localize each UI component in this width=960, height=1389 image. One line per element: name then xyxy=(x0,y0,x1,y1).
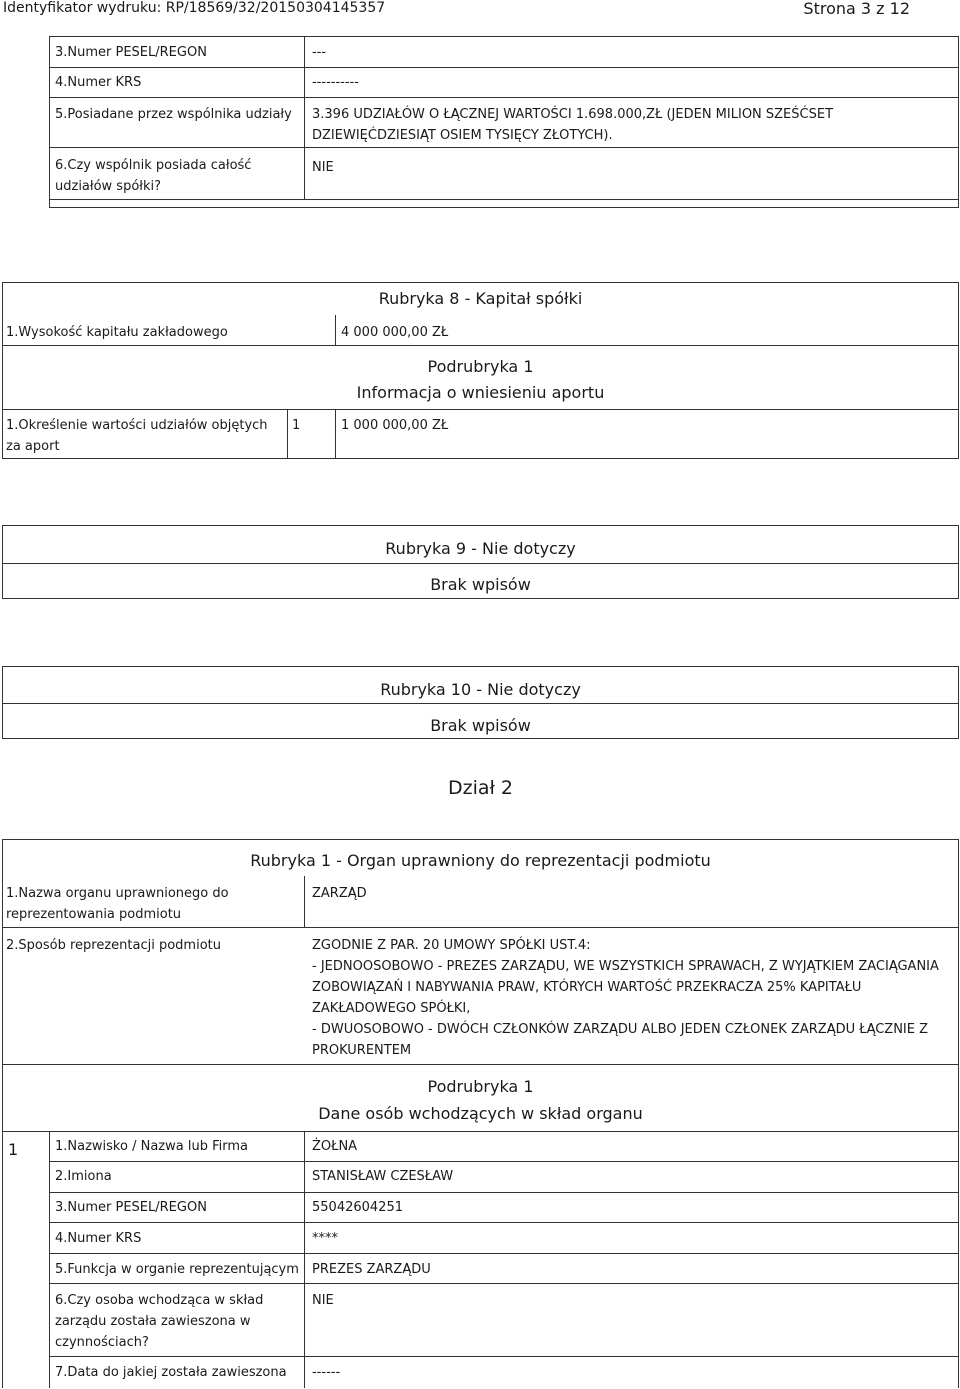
persons-subtitle-2: Dane osób wchodzących w skład organu xyxy=(318,1104,643,1123)
aport-value: 1 000 000,00 ZŁ xyxy=(341,418,449,433)
person-function-label: 5.Funkcja w organie reprezentującym xyxy=(55,1262,299,1277)
pesel-value: --- xyxy=(312,45,327,60)
sposob-line: - JEDNOOSOBOWO - PREZES ZARZĄDU, WE WSZYSTKICH SPRAWACH, Z WYJĄTKIEM ZACIĄGANIA xyxy=(312,959,939,974)
person-suspended-date-value: ------ xyxy=(312,1365,341,1380)
dzial-2-title: Dział 2 xyxy=(447,777,514,799)
person-suspended-value: NIE xyxy=(312,1293,334,1308)
krs-value: ---------- xyxy=(312,75,359,90)
pesel-label: 3.Numer PESEL/REGON xyxy=(55,45,207,60)
person-names-label: 2.Imiona xyxy=(55,1169,112,1184)
sposob-line: - DWUOSOBOWO - DWÓCH CZŁONKÓW ZARZĄDU ALBO JEDEN CZŁONEK ZARZĄDU ŁĄCZNIE Z xyxy=(312,1022,929,1037)
sposob-value xyxy=(312,935,952,1061)
person-pesel-value: 55042604251 xyxy=(312,1200,403,1215)
person-pesel-label: 3.Numer PESEL/REGON xyxy=(55,1200,207,1215)
person-suspended-date-label: 7.Data do jakiej została zawieszona xyxy=(55,1365,287,1380)
print-identifier: Identyfikator wydruku: RP/18569/32/20150304145357 xyxy=(3,0,386,16)
sposob-line: ZOBOWIĄZAŃ I NABYWANIA PRAW, KTÓRYCH WARTOŚĆ PRZEKRACZA 25% KAPITAŁU xyxy=(312,980,862,995)
capital-value: 4 000 000,00 ZŁ xyxy=(341,325,449,340)
rubryka-10-title: Rubryka 10 - Nie dotyczy xyxy=(380,680,581,699)
person-names-value: STANISŁAW CZESŁAW xyxy=(312,1169,454,1184)
persons-subtitle: Podrubryka 1 xyxy=(427,1077,534,1096)
all-shares-value: NIE xyxy=(312,160,334,175)
person-function-value: PREZES ZARZĄDU xyxy=(312,1262,431,1277)
rubryka-10-empty: Brak wpisów xyxy=(430,716,531,735)
sposob-line: ZAKŁADOWEGO SPÓŁKI, xyxy=(312,1001,471,1016)
person-surname-label: 1.Nazwisko / Nazwa lub Firma xyxy=(55,1139,248,1154)
aport-label: 1.Określenie wartości udziałów objętych za aport xyxy=(6,418,268,454)
capital-label: 1.Wysokość kapitału zakładowego xyxy=(6,325,228,340)
rubryka-9-title: Rubryka 9 - Nie dotyczy xyxy=(385,539,576,558)
rubryka-10 xyxy=(2,666,959,739)
aport-index: 1 xyxy=(292,418,301,433)
krs-label: 4.Numer KRS xyxy=(55,75,142,90)
person-krs-label: 4.Numer KRS xyxy=(55,1231,142,1246)
rubryka-9-empty: Brak wpisów xyxy=(430,575,531,594)
all-shares-label: 6.Czy wspólnik posiada całość udziałów spółki? xyxy=(55,158,252,194)
person-surname-value: ŻOŁNA xyxy=(312,1139,358,1154)
organ-label: 1.Nazwa organu uprawnionego do reprezentowania podmiotu xyxy=(6,886,229,922)
shares-label: 5.Posiadane przez wspólnika udziały xyxy=(55,107,292,122)
shares-value: 3.396 UDZIAŁÓW O ŁĄCZNEJ WARTOŚCI 1.698.000,ZŁ (JEDEN MILION SZEŚĆSET DZIEWIĘĆDZIESIĄT OSIEM TYSIĘCY ZŁOTYCH). xyxy=(312,107,834,143)
sposob-label: 2.Sposób reprezentacji podmiotu xyxy=(6,938,221,953)
podrubryka-title: Podrubryka 1 xyxy=(427,357,534,376)
rubryka-9 xyxy=(2,525,959,599)
person-suspended-label: 6.Czy osoba wchodząca w skład zarządu została zawieszona w czynnościach? xyxy=(55,1293,264,1350)
person-index: 1 xyxy=(8,1140,19,1159)
person-krs-value: **** xyxy=(312,1231,338,1246)
dzial-2-rubryka-1-title: Rubryka 1 - Organ uprawniony do reprezentacji podmiotu xyxy=(250,851,711,870)
organ-value: ZARZĄD xyxy=(312,886,367,901)
rubryka-8-title: Rubryka 8 - Kapitał spółki xyxy=(378,289,583,308)
sposob-line: ZGODNIE Z PAR. 20 UMOWY SPÓŁKI UST.4: xyxy=(312,938,591,953)
podrubryka-subtitle: Informacja o wniesieniu aportu xyxy=(356,383,605,402)
sposob-line: PROKURENTEM xyxy=(312,1043,412,1058)
page-number: Strona 3 z 12 xyxy=(803,0,910,18)
